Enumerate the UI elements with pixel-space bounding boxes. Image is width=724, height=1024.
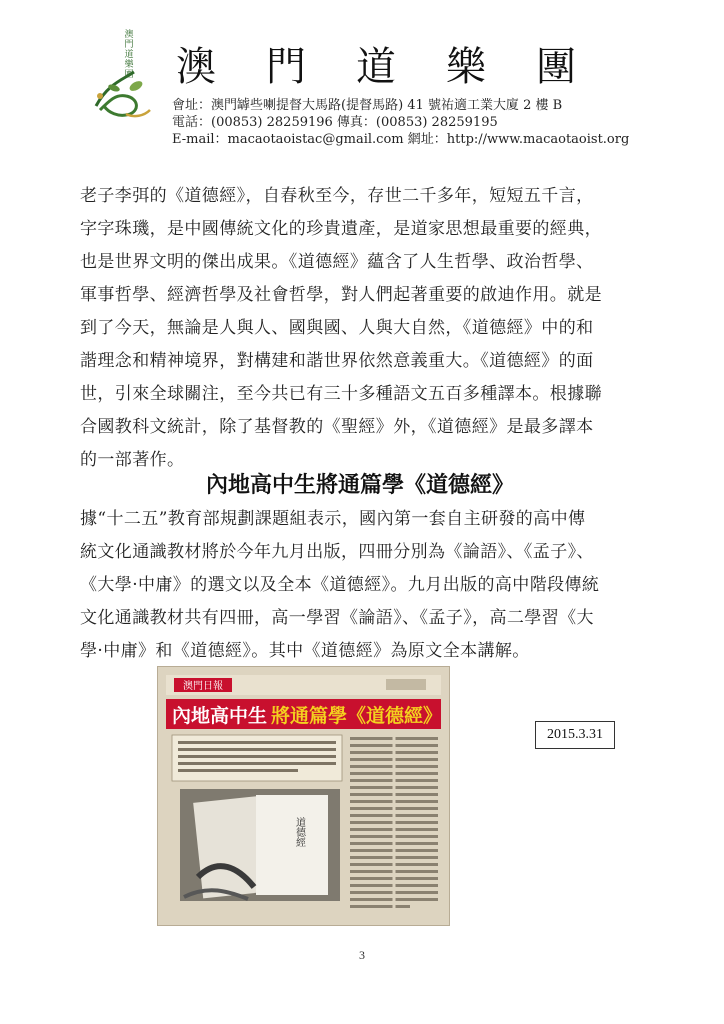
text-line: 合國教科文統計，除了基督教的《聖經》外，《道德經》是最多譯本: [80, 417, 594, 437]
text-line: 老子李弭的《道德經》，自春秋至今，存世二千多年，短短五千言，: [80, 186, 594, 206]
clipping-image: [158, 667, 449, 925]
org-title: [176, 44, 576, 90]
text-line: 學·中庸》和《道德經》。其中《道德經》為原文全本講解。: [80, 641, 530, 661]
org-title-char: 澳: [176, 44, 216, 90]
paragraph-curriculum: [80, 503, 640, 668]
clipping-headline-plain: 內地高中生: [172, 705, 268, 727]
text-line: 軍事哲學、經濟哲學及社會哲學，對人們起著重要的啟迪作用。就是: [80, 285, 602, 305]
phone-line: 電話：(00853) 28259196 傳真：(00853) 28259195: [172, 115, 498, 130]
text-line: 的一部著作。: [80, 450, 185, 470]
page-number: 3: [359, 948, 365, 962]
newspaper-clipping: [157, 666, 450, 926]
contact-info: [172, 97, 629, 148]
text-line: 據“十二五”教育部規劃課題組表示，國內第一套自主研發的高中傳: [80, 509, 586, 529]
email-web-line: E-mail：macaotaoistac@gmail.com 網址：http://www.macaotaoist.org: [172, 132, 630, 147]
org-title-char: 門: [266, 44, 306, 90]
text-line: 到了今天，無論是人與人、國與國、人與大自然，《道德經》中的和: [80, 318, 594, 338]
text-line: 也是世界文明的傑出成果。《道德經》蘊含了人生哲學、政治哲學、: [80, 252, 594, 272]
text-line: 諧理念和精神境界，對構建和諧世界依然意義重大。《道德經》的面: [80, 351, 594, 371]
text-line: 字字珠璣，是中國傳統文化的珍貴遺產，是道家思想最重要的經典，: [80, 219, 602, 239]
text-line: 世，引來全球關注，至今共已有三十多種語文五百多種譯本。根據聯: [80, 384, 602, 404]
clipping-headline-highlight: 將通篇學《道德經》: [271, 705, 443, 727]
text-line: 文化通識教材共有四冊，高一學習《論語》、《孟子》，高二學習《大: [80, 608, 594, 628]
org-logo: [86, 30, 156, 122]
text-line: 統文化通識教材將於今年九月出版，四冊分別為《論語》、《孟子》、: [80, 542, 594, 562]
paragraph-intro: [80, 180, 640, 477]
logo-plant-icon: [86, 66, 156, 124]
org-title-char: 團: [536, 44, 576, 90]
address-line: 會址：澳門罅些喇提督大馬路(提督馬路) 41 號祐適工業大廈 2 樓 B: [172, 98, 563, 113]
logo-vertical-text: 澳門道樂團: [124, 30, 134, 80]
text-line: 《大學·中庸》的選文以及全本《道德經》。九月出版的高中階段傳統: [80, 575, 600, 595]
org-title-char: 樂: [446, 44, 486, 90]
org-title-char: 道: [356, 44, 396, 90]
clipping-book-title: 道德經: [293, 817, 305, 847]
section-heading: 內地高中生將通篇學《道德經》: [205, 473, 514, 498]
clipping-masthead: 澳門日報: [183, 681, 223, 692]
date-stamp: 2015.3.31: [535, 721, 615, 749]
